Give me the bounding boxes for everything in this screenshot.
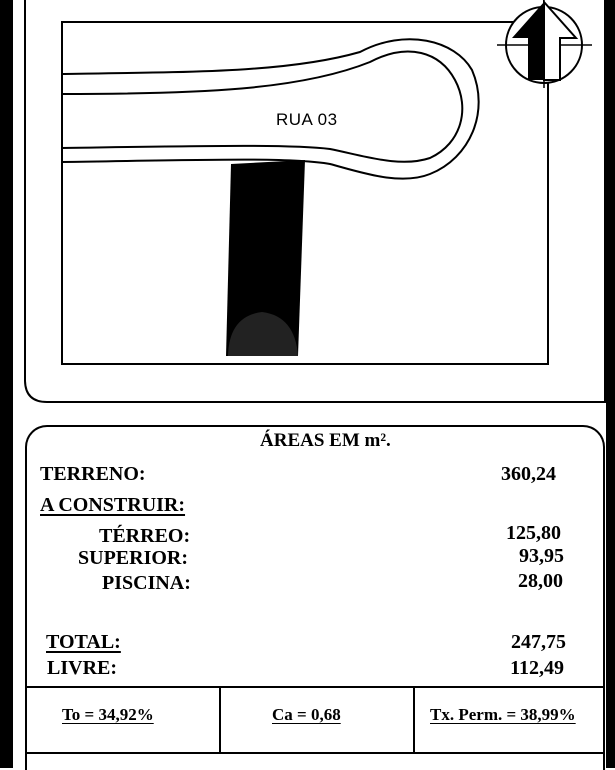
piscina-value: 28,00 xyxy=(518,570,563,592)
areas-title: ÁREAS EM m². xyxy=(260,430,391,451)
superior-label: SUPERIOR: xyxy=(78,547,189,569)
occupancy-rate: To = 34,92% xyxy=(62,705,154,724)
terreno-label: TERRENO: xyxy=(40,463,146,485)
livre-value: 112,49 xyxy=(510,657,564,679)
piscina-label: PISCINA: xyxy=(102,572,191,594)
street-label: RUA 03 xyxy=(276,110,338,129)
terreo-label: TÉRREO: xyxy=(99,525,191,547)
terreo-value: 125,80 xyxy=(506,522,561,544)
superior-value: 93,95 xyxy=(519,545,564,567)
rates-divider xyxy=(219,686,221,754)
utilization-coefficient: Ca = 0,68 xyxy=(272,705,341,724)
street-cul-de-sac xyxy=(62,39,479,178)
total-label: TOTAL: xyxy=(46,631,121,653)
permeability-rate: Tx. Perm. = 38,99% xyxy=(430,705,576,724)
total-value: 247,75 xyxy=(511,631,566,653)
terreno-value: 360,24 xyxy=(501,463,556,485)
north-arrow-icon xyxy=(497,0,592,88)
livre-label: LIVRE: xyxy=(47,657,118,679)
rates-divider xyxy=(413,686,415,754)
a-construir-label: A CONSTRUIR: xyxy=(40,494,186,516)
